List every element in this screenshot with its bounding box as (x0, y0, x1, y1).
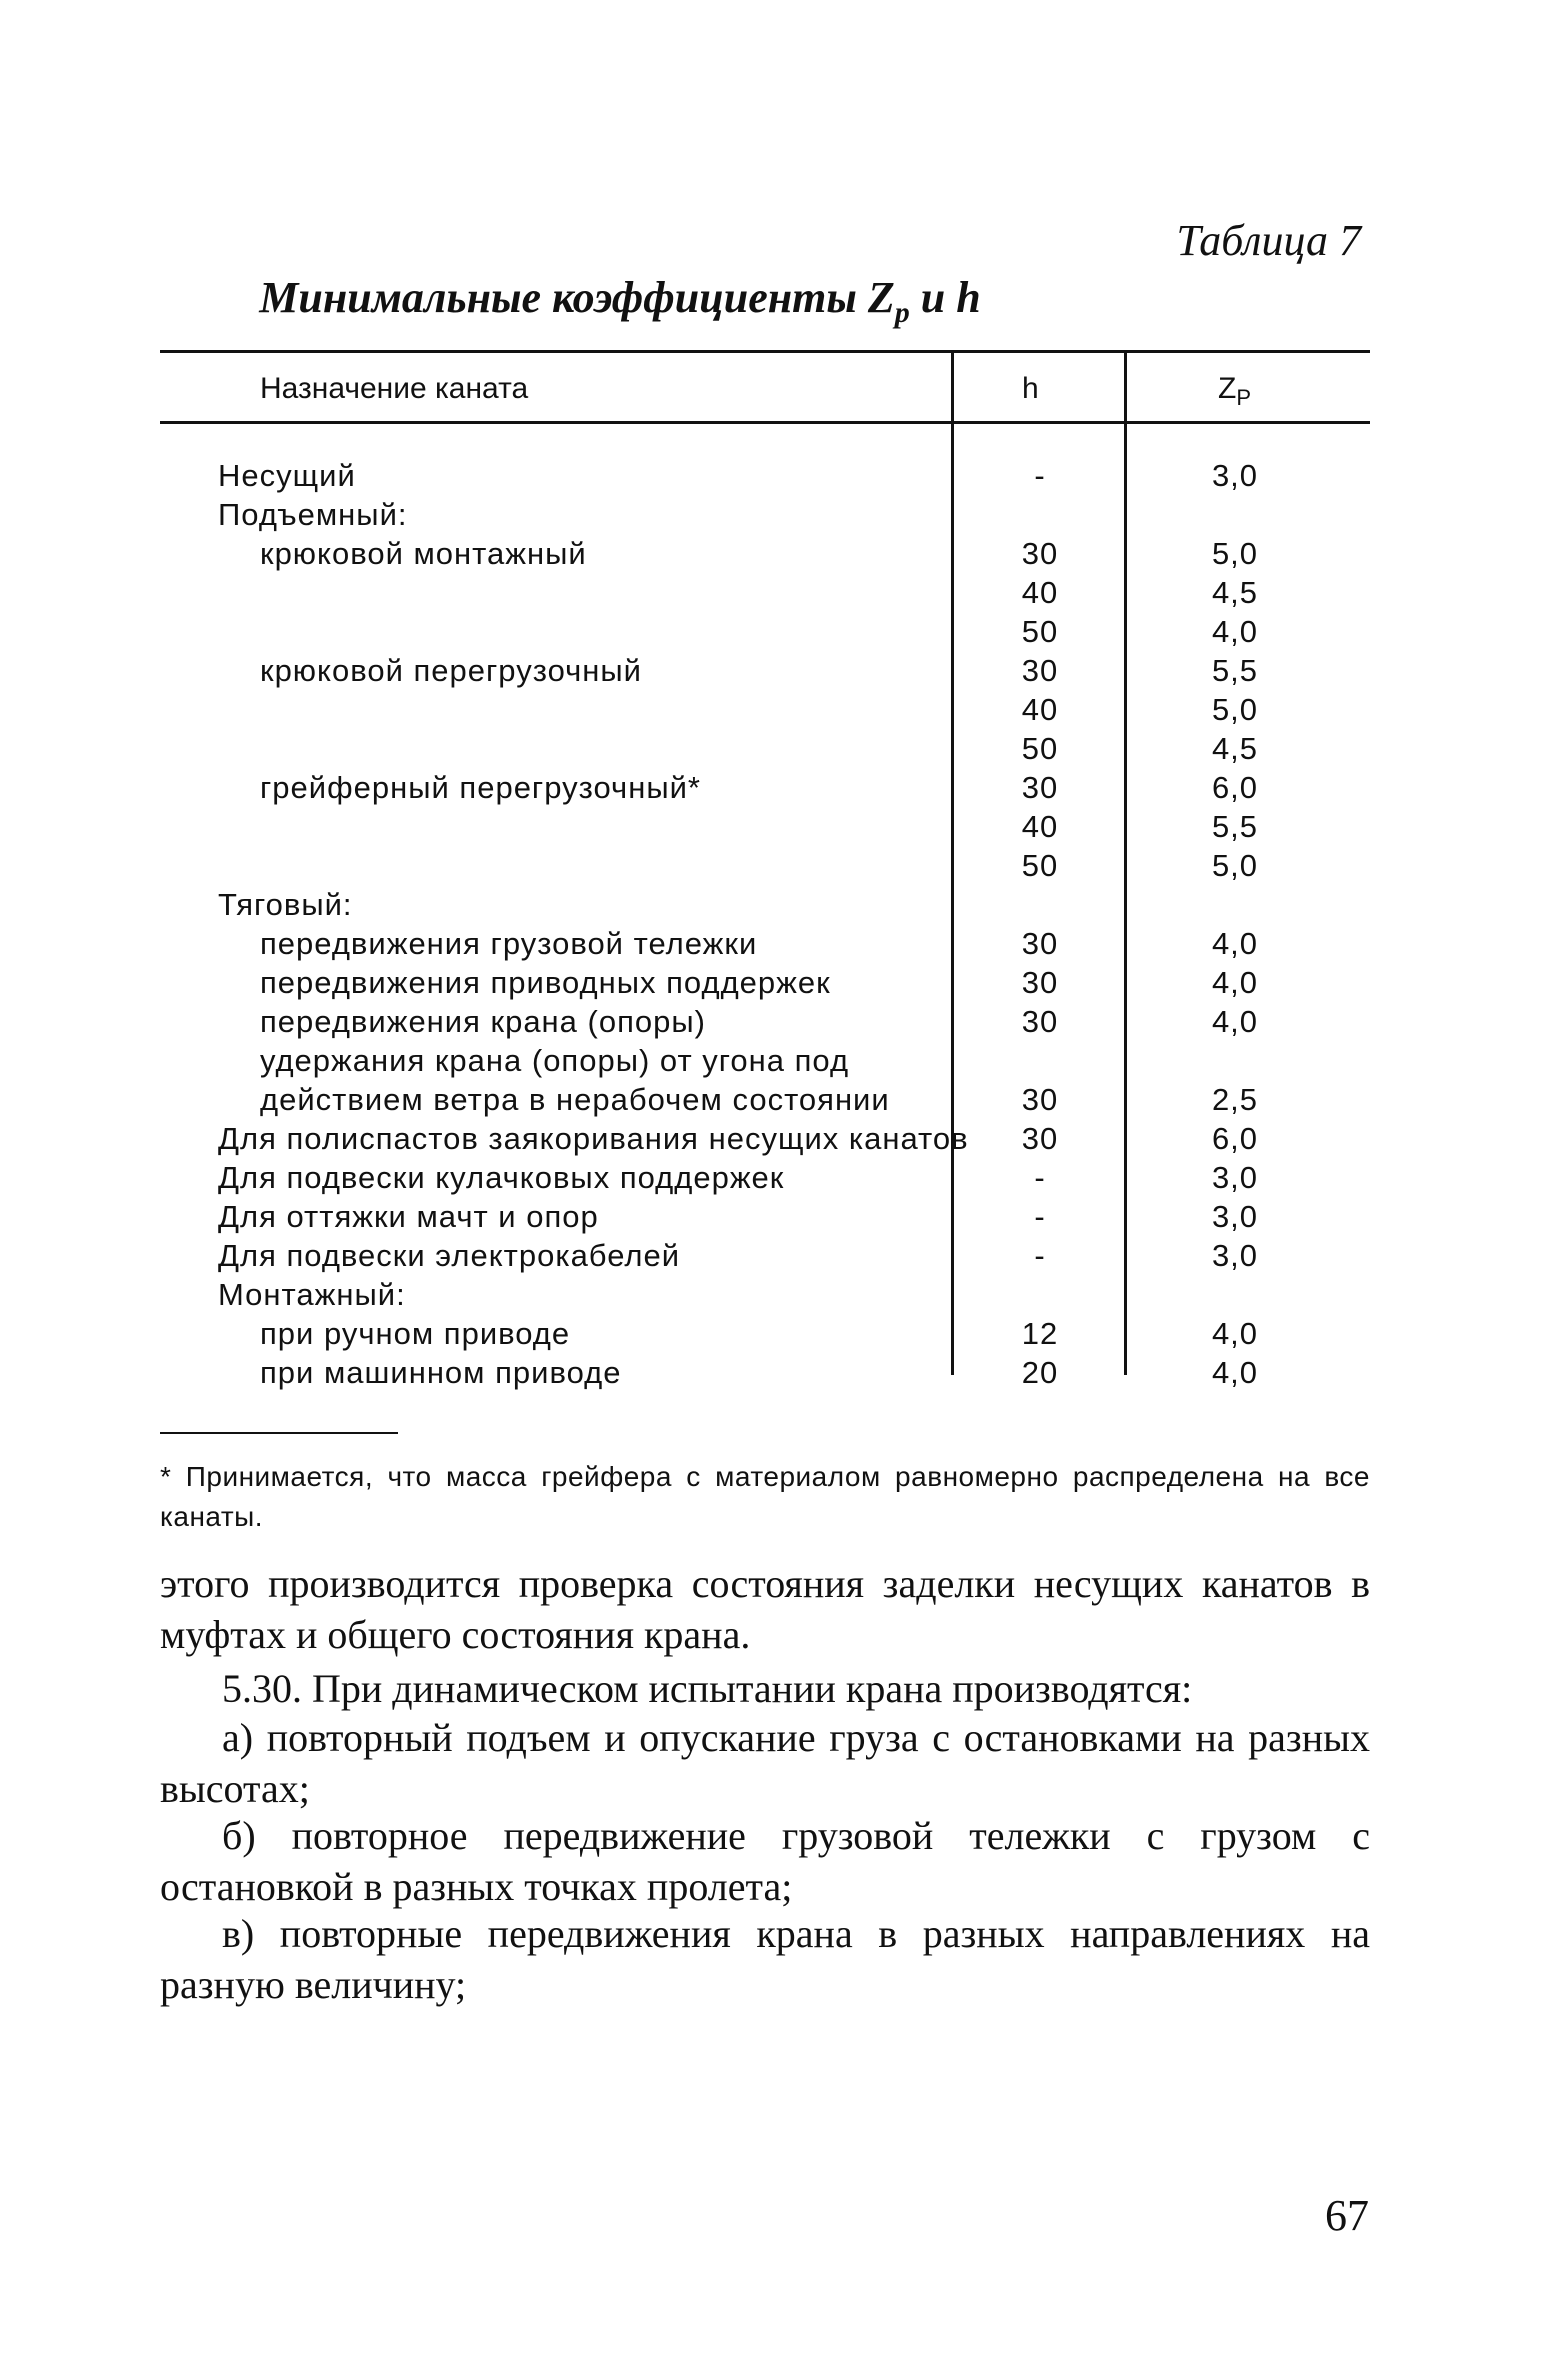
table-row (0, 534, 1541, 573)
row-zp-value: 4,5 (1211, 575, 1259, 610)
row-h-value: 30 (1021, 1121, 1059, 1156)
table-row (0, 885, 1541, 924)
paragraph-5-30: 5.30. При динамическом испытании крана производятся: (222, 1666, 1193, 1711)
table-row (0, 1119, 1541, 1158)
table-label: Таблица 7 (1176, 216, 1361, 265)
table-row (0, 690, 1541, 729)
row-h-value: 12 (1021, 1316, 1059, 1351)
table-row (0, 1314, 1541, 1353)
row-h-value: 30 (1021, 536, 1059, 571)
row-zp-value: 4,0 (1211, 926, 1259, 961)
row-h-value: 30 (1021, 965, 1059, 1000)
row-h-value: 30 (1021, 926, 1059, 961)
row-zp-value: 5,0 (1211, 848, 1259, 883)
row-purpose: при машинном приводе (260, 1355, 622, 1390)
row-purpose: при ручном приводе (260, 1316, 571, 1351)
row-h-value: 30 (1021, 770, 1059, 805)
table-row (0, 1002, 1541, 1041)
table-row (0, 846, 1541, 885)
table-row (0, 729, 1541, 768)
row-h-value: 40 (1021, 575, 1059, 610)
header-zp: $Z_P$ (1218, 372, 1252, 410)
row-h-value: 30 (1021, 653, 1059, 688)
row-h-value: 30 (1021, 1004, 1059, 1039)
table-row (0, 963, 1541, 1002)
row-purpose: Для подвески электрокабелей (218, 1238, 681, 1273)
row-zp-value: 4,0 (1211, 965, 1259, 1000)
row-zp-value: 6,0 (1211, 1121, 1259, 1156)
row-zp-value: 4,0 (1211, 1316, 1259, 1351)
row-zp-value: 6,0 (1211, 770, 1259, 805)
table-row (0, 1353, 1541, 1392)
table-row (0, 1197, 1541, 1236)
row-h-value: 40 (1021, 809, 1059, 844)
paragraph-item-a: а) повторный подъем и опускание груза с остановками на разных высотах; (160, 1715, 1370, 1811)
header-purpose: Назначение каната (260, 372, 529, 405)
row-h-value: - (1034, 458, 1046, 493)
row-h-value: 40 (1021, 692, 1059, 727)
row-zp-value: 5,0 (1211, 536, 1259, 571)
table-row (0, 924, 1541, 963)
row-h-value: 50 (1021, 848, 1059, 883)
row-purpose: Подъемный: (218, 497, 408, 532)
row-h-value: - (1034, 1238, 1046, 1273)
row-purpose: Несущий (218, 458, 356, 493)
footnote: * Принимается, что масса грейфера с материалом равномерно распределена на все канаты. (160, 1461, 1370, 1532)
row-h-value: 30 (1021, 1082, 1059, 1117)
table-row (0, 1236, 1541, 1275)
table-row (0, 807, 1541, 846)
row-h-value: 20 (1021, 1355, 1059, 1390)
header-h: h (1022, 372, 1039, 405)
table-row (0, 456, 1541, 495)
row-zp-value: 4,0 (1211, 614, 1259, 649)
row-purpose: Тяговый: (218, 887, 353, 922)
row-h-value: 50 (1021, 614, 1059, 649)
row-zp-value: 5,5 (1211, 809, 1259, 844)
row-h-value: 50 (1021, 731, 1059, 766)
table-row (0, 573, 1541, 612)
page-number: 67 (1325, 2191, 1369, 2240)
row-zp-value: 3,0 (1211, 458, 1259, 493)
row-h-value: - (1034, 1199, 1046, 1234)
table-row (0, 651, 1541, 690)
table-row (0, 612, 1541, 651)
table-title: Минимальные коэффициенты $Z_р$ и h (259, 273, 981, 329)
row-purpose: передвижения грузовой тележки (260, 926, 758, 961)
row-purpose: удержания крана (опоры) от угона под (260, 1043, 850, 1078)
row-purpose: действием ветра в нерабочем состоянии (260, 1082, 890, 1117)
row-purpose: грейферный перегрузочный* (260, 770, 701, 805)
row-purpose: крюковой монтажный (260, 536, 587, 571)
table-header-rule (160, 421, 1370, 424)
row-purpose: передвижения приводных поддержек (260, 965, 831, 1000)
table-row (0, 1158, 1541, 1197)
row-zp-value: 3,0 (1211, 1160, 1259, 1195)
row-zp-value: 2,5 (1211, 1082, 1259, 1117)
row-zp-value: 4,5 (1211, 731, 1259, 766)
row-purpose: Для оттяжки мачт и опор (218, 1199, 599, 1234)
row-zp-value: 4,0 (1211, 1004, 1259, 1039)
row-purpose: передвижения крана (опоры) (260, 1004, 706, 1039)
row-h-value: - (1034, 1160, 1046, 1195)
row-zp-value: 4,0 (1211, 1355, 1259, 1390)
row-zp-value: 5,0 (1211, 692, 1259, 727)
table-row (0, 768, 1541, 807)
row-zp-value: 3,0 (1211, 1238, 1259, 1273)
paragraph-item-c: в) повторные передвижения крана в разных направлениях на разную величину; (160, 1911, 1370, 2007)
row-purpose: Монтажный: (218, 1277, 406, 1312)
table-row (0, 495, 1541, 534)
footnote-rule (160, 1432, 398, 1434)
row-zp-value: 5,5 (1211, 653, 1259, 688)
table-top-rule (160, 350, 1370, 353)
paragraph-item-b: б) повторное передвижение грузовой тележки с грузом с остановкой в разных точках пролета; (160, 1813, 1370, 1909)
paragraph-continuation: этого производится проверка состояния заделки несущих канатов в муфтах и общего состояния крана. (160, 1561, 1370, 1657)
table-row (0, 1275, 1541, 1314)
table-row (0, 1080, 1541, 1119)
row-purpose: крюковой перегрузочный (260, 653, 642, 688)
table-row (0, 1041, 1541, 1080)
row-purpose: Для подвески кулачковых поддержек (218, 1160, 785, 1195)
row-purpose: Для полиспастов заякоривания несущих канатов (218, 1121, 969, 1156)
row-zp-value: 3,0 (1211, 1199, 1259, 1234)
